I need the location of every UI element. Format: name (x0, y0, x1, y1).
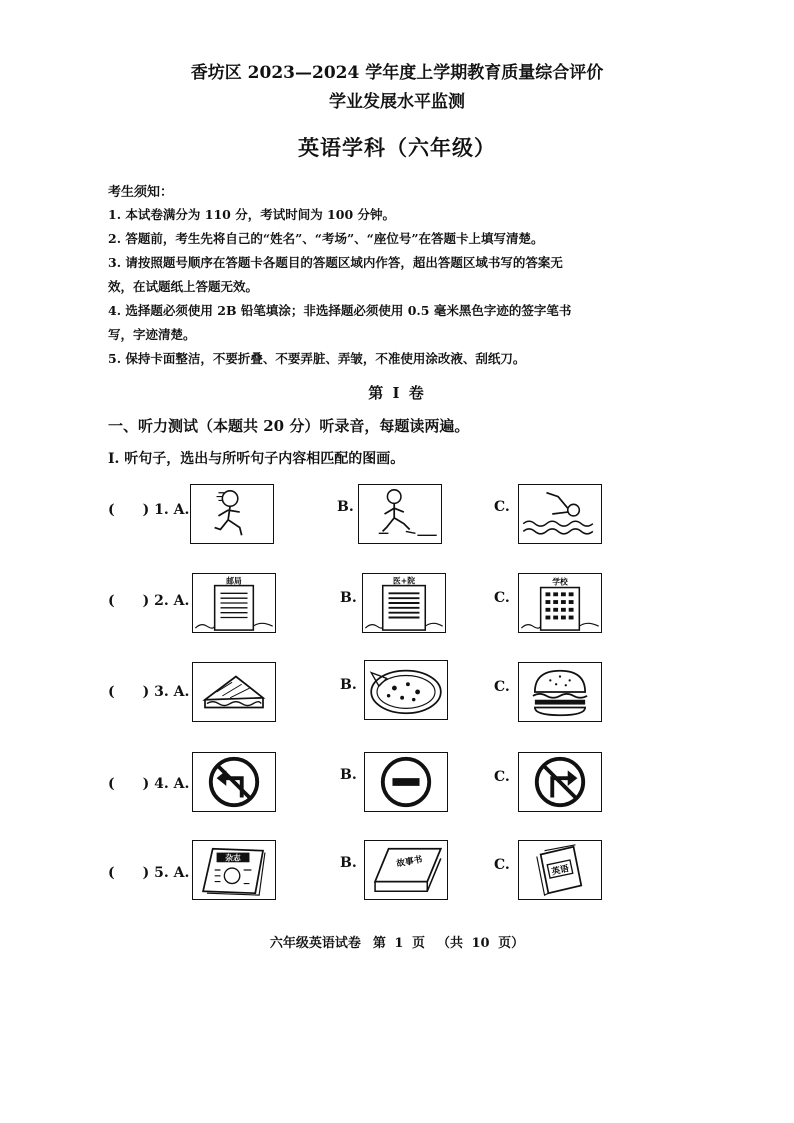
no-left-turn-icon[interactable] (192, 752, 276, 812)
no-right-turn-icon[interactable] (518, 752, 602, 812)
question-4-label: ( ) 4. A. (108, 776, 190, 792)
notice-item-5: 5. 保持卡面整洁，不要折叠、不要弄脏、弄皱，不准使用涂改液、刮纸刀。 (108, 351, 526, 366)
storybook-title: 故事书 (395, 855, 424, 870)
volume-heading: 第 I 卷 (368, 384, 426, 402)
hospital-icon[interactable] (362, 573, 446, 633)
question-4-option-c: C. (494, 769, 510, 785)
post-office-icon[interactable] (192, 573, 276, 633)
exam-subtitle: 学业发展水平监测 (329, 92, 465, 112)
pizza-icon[interactable] (364, 660, 448, 720)
footer-page-number: 第 1 页 (372, 936, 425, 951)
swimming-icon[interactable] (518, 484, 602, 544)
english-book-icon[interactable] (518, 840, 602, 900)
no-entry-icon[interactable] (364, 752, 448, 812)
footer-total-pages: （共 10 页） (436, 936, 525, 951)
notice-item-1: 1. 本试卷满分为 110 分，考试时间为 100 分钟。 (108, 207, 395, 222)
exam-title: 香坊区 2023—2024 学年度上学期教育质量综合评价 (190, 63, 604, 83)
storybook-icon[interactable] (364, 840, 448, 900)
post-office-sign: 邮局 (226, 576, 242, 586)
question-3-option-c: C. (494, 679, 510, 695)
magazine-title: 杂志 (225, 853, 241, 863)
english-book-title: 英语 (550, 864, 570, 878)
sandwich-icon[interactable] (192, 662, 276, 722)
question-1-option-b: B. (337, 499, 354, 515)
question-2-label: ( ) 2. A. (108, 593, 190, 609)
subject-title: 英语学科（六年级） (298, 135, 496, 160)
hospital-sign: 医+院 (393, 576, 415, 586)
page-footer (0, 932, 794, 951)
question-1-label: ( ) 1. A. (108, 502, 190, 518)
notice-item-2: 2. 答题前，考生先将自己的“姓名”、“考场”、“座位号”在答题卡上填写清楚。 (108, 231, 544, 246)
magazine-icon[interactable] (192, 840, 276, 900)
section-title: 一、听力测试（本题共 20 分）听录音，每题读两遍。 (108, 417, 470, 435)
question-3-label: ( ) 3. A. (108, 684, 190, 700)
running-boy-icon[interactable] (190, 484, 274, 544)
school-sign: 学校 (552, 577, 568, 587)
question-3-option-b: B. (340, 677, 357, 693)
question-5-label: ( ) 5. A. (108, 865, 190, 881)
notice-item-4: 4. 选择题必须使用 2B 铅笔填涂；非选择题必须使用 0.5 毫米黑色字迹的签字笔书写，字迹清楚。 (108, 303, 572, 342)
skating-boy-icon[interactable] (358, 484, 442, 544)
notice-item-3: 3. 请按照题号顺序在答题卡各题目的答题区域内作答，超出答题区域书写的答案无效，在试题纸上答题无效。 (108, 255, 563, 294)
question-5-option-b: B. (340, 855, 357, 871)
question-5-option-c: C. (494, 857, 510, 873)
school-icon[interactable] (518, 573, 602, 633)
question-4-option-b: B. (340, 767, 357, 783)
question-1-option-c: C. (494, 499, 510, 515)
question-2-option-b: B. (340, 590, 357, 606)
part-instruction: I. 听句子，选出与所听句子内容相匹配的图画。 (108, 451, 405, 467)
hamburger-icon[interactable] (518, 662, 602, 722)
question-2-option-c: C. (494, 590, 510, 606)
notice-heading: 考生须知： (108, 185, 174, 200)
footer-exam-name: 六年级英语试卷 (269, 936, 361, 951)
